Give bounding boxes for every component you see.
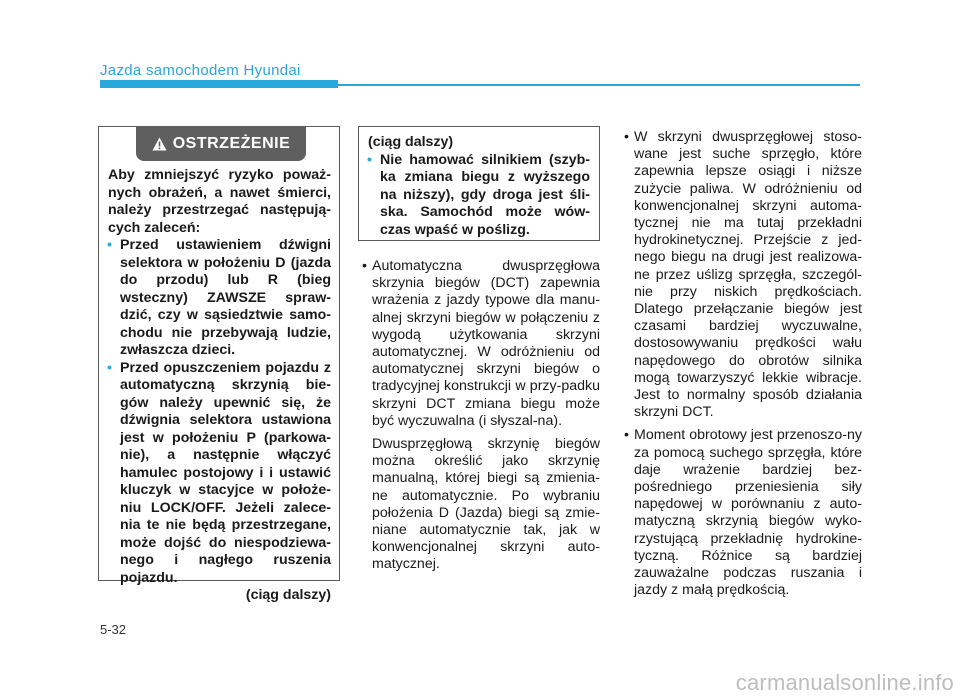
section-title: Jazda samochodem Hyundai	[100, 62, 301, 79]
list-item	[620, 427, 862, 599]
body-column-3	[620, 129, 862, 605]
continuation-label: (ciąg dalszy)	[368, 134, 454, 150]
paragraph: Moment obrotowy jest przenoszo-ny za pomocą suchego sprzęgła, które daje wrażenie bardziej bez-pośredniego przeniesienia siły napędowej w porównaniu z auto-matyczną skrzynią biegów wyko-rzystującą przekładnię hydrokine-tyczną. Różnice są bardziej zauważalne podczas ruszania i jazdy z małą prędkością.	[634, 427, 862, 599]
bullet-dot-icon: •	[624, 129, 629, 145]
paragraph: Automatyczna dwusprzęgłowa skrzynia biegów (DCT) zapewnia wrażenia z jazdy typowe dla manu-alnej skrzyni biegów w połączeniu z wygodą użytkowania skrzyni automatycznej. W odróżnieniu od automatycznej skrzyni biegów o tradycyjnej konstrukcji w przy-padku skrzyni DCT zmiana biegu może być wyczuwalna (i słyszal-na).	[372, 258, 600, 429]
bullet-dot-icon: •	[624, 427, 629, 444]
page-number: 5-32	[100, 622, 127, 637]
bullet-dot-icon: •	[107, 359, 112, 376]
warning-bullet	[108, 360, 331, 588]
list-item	[620, 129, 862, 421]
body-column-2	[358, 258, 600, 580]
continuation-bullet-text: Nie hamować silnikiem (szyb-ka zmiana biegu z wyższego na niższy), gdy droga jest śli-ska. Samochód może wów-czas wpaść w poślizg.	[380, 151, 590, 238]
warning-bullet-text: Przed opuszczeniem pojazdu z automatyczną skrzynią bie-gów należy upewnić się, że dźwignia selektora ustawiona jest w położeniu P (parkowa-nie), a następnie włączyć hamulec postojowy i i ustawić kluczyk w stacyjce w położe-niu LOCK/OFF. Jeżeli zalece-nia te nie będą przestrzegane, może dojść do niespodziewa-nego i nagłego ruszenia pojazdu.	[120, 359, 331, 586]
warning-bullet	[108, 237, 331, 360]
paragraph: W skrzyni dwusprzęgłowej stoso-wane jest suche sprzęgło, które zapewnia lepsze osiągi i niższe zużycie paliwa. W odróżnieniu od konwencjonalnej skrzyni automa-tycznej nie ma tutaj przekładni hydrokinetycznej. Przejście z jed-nego biegu na drugi jest realizowa-ne przez uślizg sprzęgła, szczegól-nie przy niskich prędkościach. Dlatego przełączanie biegów jest czasami bardziej wyczuwalne, dostosowywaniu prędkości wału napędowego do obrotów silnika mogą towarzyszyć lekkie wibracje. Jest to normalny sposób działania skrzyni DCT.	[634, 129, 862, 421]
bullet-dot-icon: •	[367, 151, 372, 168]
continuation-bullet	[368, 152, 590, 240]
header-rule	[338, 84, 860, 86]
warning-triangle-icon	[152, 137, 167, 151]
continuation-box	[358, 126, 600, 241]
continued-label: (ciąg dalszy)	[245, 587, 331, 603]
warning-heading	[136, 126, 306, 161]
warning-heading-text: OSTRZEŻENIE	[172, 134, 291, 152]
paragraph: Dwusprzęgłową skrzynię biegów można określić jako skrzynię manualną, której biegi są zmienia-ne automatycznie. Po wybraniu położenia D (Jazda) biegi są zmie-niane automatycznie tak, jak w konwencjonalnej skrzyni auto-matycznej.	[372, 436, 600, 573]
header-accent-bar	[100, 80, 338, 88]
bullet-dot-icon: •	[362, 258, 367, 274]
warning-intro: Aby zmniejszyć ryzyko poważ-nych obrażeń, a nawet śmierci, należy przestrzegać następują-cych zaleceń:	[108, 167, 331, 236]
warning-body	[108, 167, 331, 605]
warning-bullet-text: Przed ustawieniem dźwigni selektora w położeniu D (jazda do przodu) lub R (bieg wsteczny) ZAWSZE spraw-dzić, czy w sąsiedztwie samo-chodu nie przebywają ludzie, zwłaszcza dzieci.	[120, 237, 331, 358]
continuation-body	[368, 134, 590, 239]
warning-box	[98, 126, 340, 603]
watermark: carmanualsonline.info	[735, 670, 954, 695]
bullet-dot-icon: •	[107, 237, 112, 253]
list-item	[358, 258, 600, 574]
